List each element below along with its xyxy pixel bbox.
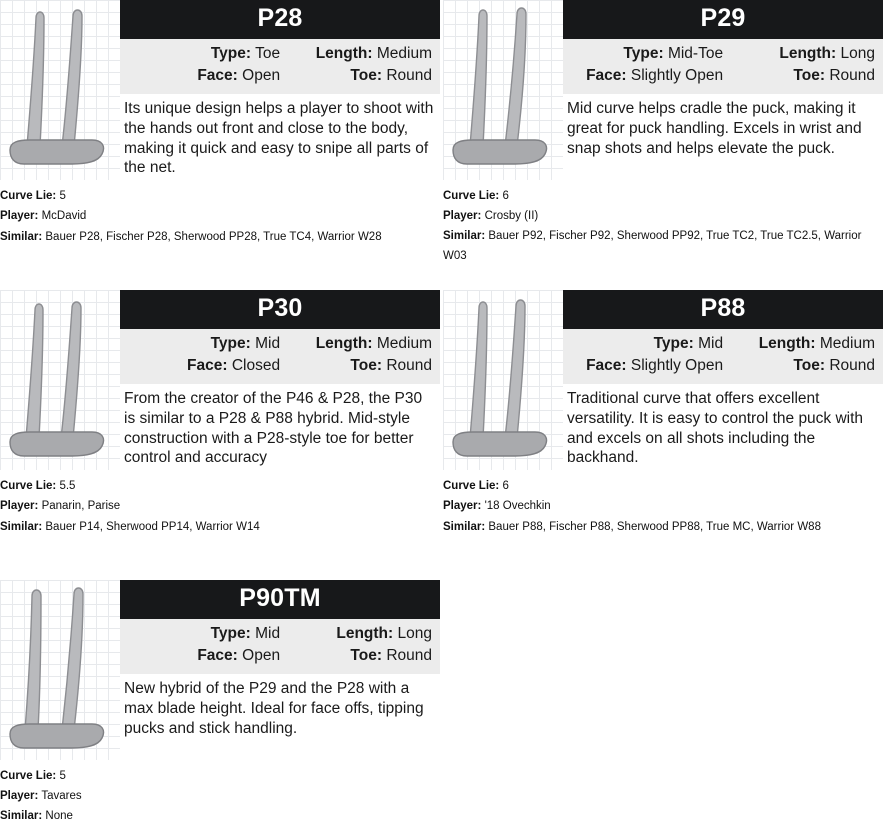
spec-type-value: Mid-Toe bbox=[667, 45, 724, 62]
spec-toe-label: Toe: bbox=[350, 67, 382, 85]
blade-card bbox=[0, 580, 440, 826]
blade-card bbox=[443, 290, 883, 537]
spec-type-label: Type: bbox=[210, 45, 252, 62]
spec-type-value: Mid bbox=[255, 335, 281, 352]
spec-type bbox=[128, 43, 286, 65]
spec-length bbox=[286, 623, 432, 645]
blade-card bbox=[0, 290, 440, 537]
spec-row-type-length bbox=[128, 623, 432, 645]
spec-toe-value: Round bbox=[386, 357, 432, 375]
spec-length-value: Long bbox=[397, 625, 432, 642]
spec-type bbox=[128, 623, 286, 645]
spec-row-type-length bbox=[128, 43, 432, 65]
card-info bbox=[563, 0, 883, 160]
spec-length bbox=[729, 333, 875, 355]
card-top bbox=[0, 580, 440, 760]
meta-similar-label: Similar: bbox=[0, 810, 43, 823]
spec-table bbox=[120, 39, 440, 94]
card-info bbox=[563, 290, 883, 470]
meta-similar bbox=[0, 517, 440, 537]
meta-similar bbox=[443, 517, 883, 537]
spec-type-value: Mid bbox=[698, 335, 724, 352]
spec-type-label: Type: bbox=[210, 625, 251, 642]
blade-curve-icon bbox=[443, 0, 563, 180]
meta-player-value: Crosby (II) bbox=[484, 210, 539, 223]
spec-face-value: Slightly Open bbox=[630, 357, 724, 375]
spec-type bbox=[571, 43, 729, 65]
spec-face-value: Closed bbox=[231, 357, 281, 375]
meta-player-value: '18 Ovechkin bbox=[484, 500, 551, 513]
spec-toe bbox=[286, 355, 432, 377]
card-meta bbox=[0, 476, 440, 536]
spec-length bbox=[286, 43, 432, 65]
meta-player bbox=[443, 496, 883, 516]
card-top bbox=[0, 0, 440, 180]
spec-row-face-toe bbox=[571, 65, 875, 87]
spec-row-type-length bbox=[128, 333, 432, 355]
meta-curve-lie-value: 5.5 bbox=[59, 480, 76, 493]
spec-toe-label: Toe: bbox=[793, 67, 825, 85]
meta-curve-lie-value: 5 bbox=[59, 190, 66, 203]
card-meta bbox=[443, 476, 883, 536]
spec-row-face-toe bbox=[128, 355, 432, 377]
pattern-title: P28 bbox=[120, 0, 440, 39]
pattern-title: P29 bbox=[563, 0, 883, 39]
spec-type-label: Type: bbox=[653, 335, 694, 352]
spec-toe bbox=[286, 645, 432, 667]
spec-face bbox=[128, 355, 286, 377]
spec-type-value: Toe bbox=[255, 45, 281, 62]
spec-length bbox=[286, 333, 432, 355]
spec-length-label: Length: bbox=[336, 625, 394, 642]
pattern-description: From the creator of the P46 & P28, the P30 is similar to a P28 & P88 hybrid. Mid-style construction with a P28-style toe for better control and accuracy bbox=[120, 384, 440, 470]
meta-similar-label: Similar: bbox=[0, 520, 43, 533]
meta-similar bbox=[443, 226, 883, 266]
spec-toe bbox=[729, 65, 875, 87]
spec-face bbox=[571, 65, 729, 87]
spec-toe-label: Toe: bbox=[350, 357, 382, 375]
meta-player-label: Player: bbox=[0, 210, 39, 223]
meta-curve-lie-label: Curve Lie: bbox=[0, 480, 57, 493]
pattern-description: Mid curve helps cradle the puck, making it great for puck handling. Excels in wrist and snap shots and helps elevate the puck. bbox=[563, 94, 883, 160]
spec-table bbox=[563, 39, 883, 94]
spec-toe-label: Toe: bbox=[793, 357, 825, 375]
meta-similar-value: Bauer P14, Sherwood PP14, Warrior W14 bbox=[45, 520, 260, 533]
meta-curve-lie bbox=[443, 476, 883, 496]
meta-curve-lie-value: 6 bbox=[502, 480, 509, 493]
meta-curve-lie-value: 5 bbox=[59, 770, 66, 782]
card-top bbox=[0, 290, 440, 470]
blade-card bbox=[443, 0, 883, 267]
meta-player bbox=[443, 206, 883, 226]
spec-face-label: Face: bbox=[586, 357, 627, 375]
spec-toe-value: Round bbox=[386, 67, 432, 85]
meta-curve-lie-label: Curve Lie: bbox=[443, 480, 500, 493]
spec-face bbox=[128, 65, 286, 87]
pattern-description: Traditional curve that offers excellent versatility. It is easy to control the puck with and excels on all shots including the backhand. bbox=[563, 384, 883, 470]
meta-curve-lie-label: Curve Lie: bbox=[0, 770, 57, 782]
meta-similar-value: None bbox=[45, 810, 73, 823]
meta-curve-lie-label: Curve Lie: bbox=[0, 190, 57, 203]
spec-face-value: Slightly Open bbox=[630, 67, 724, 85]
spec-length-value: Medium bbox=[819, 335, 875, 352]
spec-toe-value: Round bbox=[829, 357, 875, 375]
spec-face-label: Face: bbox=[197, 647, 238, 665]
meta-player-label: Player: bbox=[0, 500, 39, 513]
spec-length-value: Long bbox=[840, 45, 875, 62]
spec-length-label: Length: bbox=[315, 335, 373, 352]
pattern-title: P90TM bbox=[120, 580, 440, 619]
spec-type bbox=[128, 333, 286, 355]
meta-similar bbox=[0, 227, 440, 247]
meta-player-value: Panarin, Parise bbox=[41, 500, 121, 513]
spec-length-label: Length: bbox=[315, 45, 373, 62]
pattern-description: New hybrid of the P29 and the P28 with a max blade height. Ideal for face offs, tipping pucks and stick handling. bbox=[120, 674, 440, 740]
spec-type-label: Type: bbox=[623, 45, 664, 62]
meta-curve-lie-value: 6 bbox=[502, 190, 509, 202]
meta-similar bbox=[0, 806, 440, 826]
spec-table bbox=[563, 329, 883, 384]
spec-face-label: Face: bbox=[187, 357, 228, 375]
card-info bbox=[120, 0, 440, 180]
spec-toe-value: Round bbox=[829, 67, 875, 85]
card-top bbox=[443, 290, 883, 470]
meta-player-value: Tavares bbox=[41, 790, 82, 803]
spec-toe bbox=[286, 65, 432, 87]
spec-row-face-toe bbox=[128, 65, 432, 87]
card-info bbox=[120, 290, 440, 470]
blade-card bbox=[0, 0, 440, 247]
spec-row-type-length bbox=[571, 333, 875, 355]
card-info bbox=[120, 580, 440, 740]
card-top bbox=[443, 0, 883, 180]
meta-player-label: Player: bbox=[443, 210, 482, 223]
meta-similar-label: Similar: bbox=[0, 230, 43, 243]
meta-similar-label: Similar: bbox=[443, 230, 486, 243]
meta-curve-lie bbox=[443, 186, 883, 206]
meta-player bbox=[0, 496, 440, 516]
meta-curve-lie bbox=[0, 766, 440, 786]
meta-player-label: Player: bbox=[0, 790, 39, 803]
spec-length-label: Length: bbox=[779, 45, 837, 62]
meta-curve-lie-label: Curve Lie: bbox=[443, 190, 500, 202]
spec-toe-label: Toe: bbox=[350, 647, 382, 665]
spec-type-label: Type: bbox=[210, 335, 251, 352]
blade-curve-icon bbox=[0, 580, 120, 760]
spec-row-type-length bbox=[571, 43, 875, 65]
meta-similar-value: Bauer P92, Fischer P92, Sherwood PP92, True TC2, True TC2.5, Warrior W03 bbox=[443, 230, 862, 263]
spec-length-value: Medium bbox=[376, 335, 432, 352]
pattern-title: P30 bbox=[120, 290, 440, 329]
spec-toe-value: Round bbox=[386, 647, 432, 665]
spec-face bbox=[571, 355, 729, 377]
spec-length-label: Length: bbox=[758, 335, 816, 352]
meta-player-label: Player: bbox=[443, 500, 482, 513]
blade-curve-icon bbox=[0, 290, 120, 470]
spec-face-label: Face: bbox=[586, 67, 627, 85]
blade-curve-icon bbox=[443, 290, 563, 470]
spec-face-value: Open bbox=[242, 647, 281, 665]
spec-face-value: Open bbox=[242, 67, 281, 85]
card-meta bbox=[443, 186, 883, 267]
meta-similar-value: Bauer P88, Fischer P88, Sherwood PP88, True MC, Warrior W88 bbox=[488, 520, 821, 533]
pattern-description: Its unique design helps a player to shoot with the hands out front and close to the body, making it quick and easy to snipe all parts of the net. bbox=[120, 94, 440, 180]
spec-toe bbox=[729, 355, 875, 377]
meta-player-value: McDavid bbox=[41, 210, 87, 223]
meta-curve-lie bbox=[0, 186, 440, 206]
meta-curve-lie bbox=[0, 476, 440, 496]
card-meta bbox=[0, 186, 440, 246]
meta-player bbox=[0, 206, 440, 226]
spec-type bbox=[571, 333, 729, 355]
meta-similar-value: Bauer P28, Fischer P28, Sherwood PP28, True TC4, Warrior W28 bbox=[45, 230, 382, 243]
card-meta bbox=[0, 766, 440, 826]
meta-similar-label: Similar: bbox=[443, 520, 486, 533]
pattern-title: P88 bbox=[563, 290, 883, 329]
spec-row-face-toe bbox=[128, 645, 432, 667]
spec-table bbox=[120, 619, 440, 674]
meta-player bbox=[0, 786, 440, 806]
spec-face-label: Face: bbox=[197, 67, 238, 85]
spec-row-face-toe bbox=[571, 355, 875, 377]
spec-table bbox=[120, 329, 440, 384]
spec-face bbox=[128, 645, 286, 667]
spec-type-value: Mid bbox=[255, 625, 281, 642]
spec-length bbox=[729, 43, 875, 65]
spec-length-value: Medium bbox=[376, 45, 432, 62]
blade-curve-icon bbox=[0, 0, 120, 180]
